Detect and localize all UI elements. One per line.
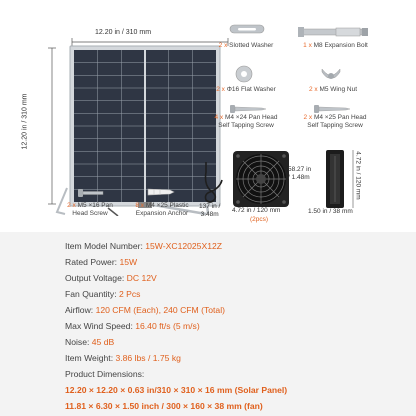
- spec-model: Item Model Number: 15W-XC12025X12Z: [65, 241, 223, 251]
- part-pan-head-screw-24: 4 x M4 ×24 Pan Head Self Tapping Screw: [214, 114, 278, 129]
- panel-cable-label: 137 in / 3.48m: [199, 203, 221, 218]
- panel-width-label: 12.20 in / 310 mm: [95, 29, 152, 36]
- part-flat-washer: 2 x Φ16 Flat Washer: [216, 86, 276, 93]
- part-slotted-washer: 2 x Slotted Washer: [218, 42, 274, 49]
- part-expansion-bolt: 1 x M8 Expansion Bolt: [303, 42, 368, 49]
- fan-cable-length-label: 58.27 in / 1.48m: [288, 166, 312, 181]
- spec-noise: Noise: 45 dB: [65, 337, 115, 347]
- spec-weight: Item Weight: 3.86 lbs / 1.75 kg: [65, 353, 181, 363]
- spec-rated-power: Rated Power: 15W: [65, 257, 138, 267]
- slotted-washer-icon: [228, 22, 266, 36]
- fan-width-label: 4.72 in / 120 mm: [232, 207, 281, 214]
- panel-height-arrow: [48, 46, 56, 206]
- panel-height-label: 12.20 in / 310 mm: [21, 93, 29, 150]
- pan-head-screw-24-icon: [228, 104, 268, 114]
- spec-wind-speed: Max Wind Speed: 16.40 ft/s (5 m/s): [65, 321, 200, 331]
- spec-fan-quantity: Fan Quantity: 2 Pcs: [65, 289, 141, 299]
- part-wing-nut: 2 x M5 Wing Nut: [308, 86, 358, 93]
- part-plastic-anchor: 8 x M4 ×25 Plastic Expansion Anchor: [135, 202, 189, 217]
- fan-depth-label: 1.50 in / 38 mm: [308, 208, 353, 215]
- spec-dimension-fan: 11.81 × 6.30 × 1.50 inch / 300 × 160 × 38 mm (fan): [65, 401, 263, 411]
- fan-height-arrow: [350, 148, 356, 210]
- spec-dimension-panel: 12.20 × 12.20 × 0.63 in/310 × 310 × 16 mm (Solar Panel): [65, 385, 288, 395]
- fan-side-image: [322, 148, 348, 210]
- wing-nut-icon: [320, 66, 342, 80]
- part-pan-head-screw-25: 2 x M4 ×25 Pan Head Self Tapping Screw: [303, 114, 367, 129]
- fan-front-image: [232, 150, 290, 208]
- m5-screw-icon: [76, 188, 106, 198]
- cable-icon: [200, 160, 230, 204]
- plastic-anchor-icon: [146, 186, 176, 198]
- fan-qty-label: (2pcs): [250, 216, 269, 223]
- part-m5-screw: 2 x M5 ×16 Pan Head Screw: [67, 202, 113, 217]
- spec-output-voltage: Output Voltage: DC 12V: [65, 273, 157, 283]
- fan-height-label: 4.72 in / 120 mm: [354, 151, 362, 200]
- flat-washer-icon: [234, 64, 254, 84]
- expansion-bolt-icon: [296, 25, 376, 39]
- spec-airflow: Airflow: 120 CFM (Each), 240 CFM (Total): [65, 305, 225, 315]
- pan-head-screw-25-icon: [312, 104, 352, 114]
- spec-dimensions-title: Product Dimensions:: [65, 369, 145, 379]
